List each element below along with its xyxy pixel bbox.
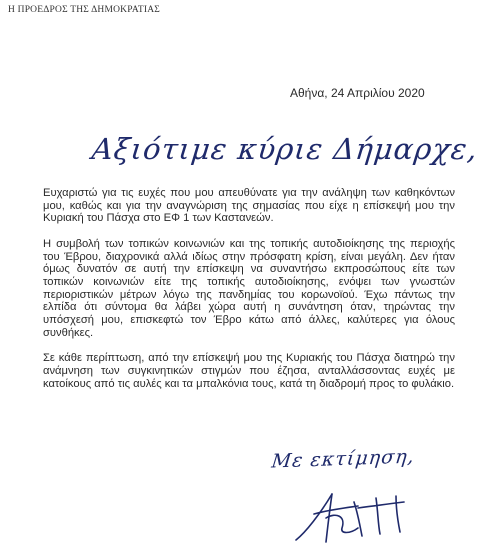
closing-text: Με εκτίμηση, <box>270 445 416 473</box>
paragraph-2: Η συμβολή των τοπικών κοινωνιών και της τοπικής αυτοδιοίκησης της περιοχής του Έβρου, διαχρονικά αλλά ιδίως στην πρόσφατη κρίση, είναι μεγάλη. Δεν ήταν όμως δυνατόν σε αυτή την επίσκεψη να συναντήσω εκπροσώπους είτε των τοπικών κοινωνιών είτε της τοπικής αυτοδιοίκησης, ενόψει των γνωστών περιοριστικών μέτρων λόγω της πανδημίας του κορωνοϊού. Έχω πάντως την ελπίδα ότι σύντομα θα λάβει χώρα αυτή η συνάντηση όταν, τηρώντας την υπόσχεσή μου, επισκεφτώ τον Έβρο κάτω από άλλες, καλύτερες για όλους συνθήκες. <box>43 237 455 339</box>
letterhead: Η ΠΡΟΕΔΡΟΣ ΤΗΣ ΔΗΜΟΚΡΑΤΙΑΣ <box>8 5 161 15</box>
handwritten-closing <box>270 445 452 484</box>
letter-date: Αθήνα, 24 Απριλίου 2020 <box>290 86 425 100</box>
handwritten-salutation <box>90 132 480 174</box>
paragraph-3: Σε κάθε περίπτωση, από την επίσκεψή μου της Κυριακής του Πάσχα διατηρώ την ανάμνηση των συγκινητικών στιγμών που έζησα, ανταλλάσσοντας ευχές με κατοίκους από τις αυλές και τα μπαλκόνια τους, κατά τη διαδρομή προς το φυλάκιο. <box>43 352 455 390</box>
signature-image <box>292 484 442 546</box>
letter-body <box>43 187 455 403</box>
paragraph-1: Ευχαριστώ για τις ευχές που μου απευθύνατε για την ανάληψη των καθηκόντων μου, καθώς και για την αναγνώριση της σημασίας που είχε η επίσκεψή μου την Κυριακή του Πάσχα στο ΕΦ 1 των Καστανεών. <box>43 187 455 225</box>
salutation-text: Αξιότιμε κύριε Δήμαρχε, <box>90 132 480 166</box>
